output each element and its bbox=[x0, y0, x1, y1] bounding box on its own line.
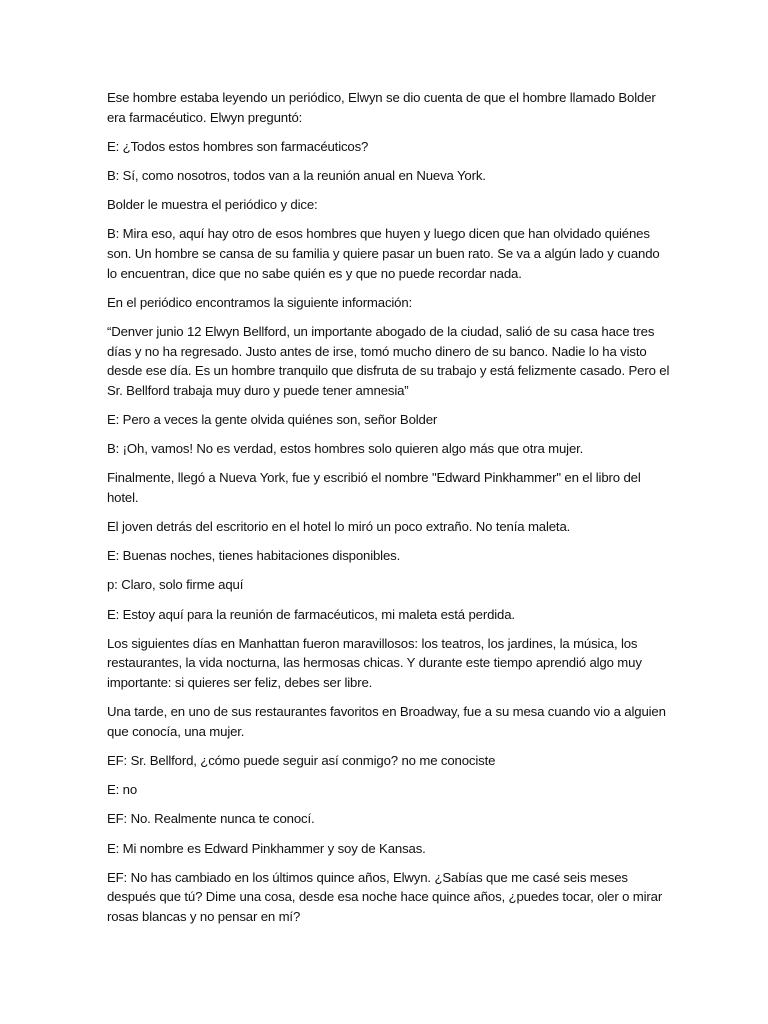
paragraph: B: Mira eso, aquí hay otro de esos hombres que huyen y luego dicen que han olvidado quiénes son. Un hombre se cansa de su familia y quiere pasar un buen rato. Se va a algún lado y cuando lo encuentran, dice que no sabe quién es y que no puede recordar nada. bbox=[107, 226, 660, 281]
paragraph: Ese hombre estaba leyendo un periódico, Elwyn se dio cuenta de que el hombre llamado Bolder era farmacéutico. Elwyn preguntó: bbox=[107, 90, 656, 125]
paragraph: p: Claro, solo firme aquí bbox=[107, 577, 244, 593]
paragraph: EF: Sr. Bellford, ¿cómo puede seguir así conmigo? no me conociste bbox=[107, 752, 496, 768]
paragraph: Bolder le muestra el periódico y dice: bbox=[107, 197, 318, 213]
paragraph: En el periódico encontramos la siguiente información: bbox=[107, 294, 413, 310]
paragraph: Finalmente, llegó a Nueva York, fue y escribió el nombre "Edward Pinkhammer" en el libro del hotel. bbox=[107, 470, 641, 505]
paragraph: El joven detrás del escritorio en el hotel lo miró un poco extraño. No tenía maleta. bbox=[107, 519, 571, 535]
paragraph: E: Pero a veces la gente olvida quiénes son, señor Bolder bbox=[107, 411, 438, 427]
paragraph: Una tarde, en uno de sus restaurantes favoritos en Broadway, fue a su mesa cuando vio a alguien que conocía, una mujer. bbox=[107, 704, 666, 739]
paragraph: B: ¡Oh, vamos! No es verdad, estos hombres solo quieren algo más que otra mujer. bbox=[107, 441, 584, 457]
paragraph: E: ¿Todos estos hombres son farmacéuticos? bbox=[107, 138, 369, 154]
paragraph: “Denver junio 12 Elwyn Bellford, un importante abogado de la ciudad, salió de su casa hace tres días y no ha regresado. Justo antes de irse, tomó mucho dinero de su banco. Nadie lo ha visto desde ese día. Es un hombre tranquilo que disfruta de su trabajo y está felizmente casado. Pero el Sr. Bellford trabaja muy duro y puede tener amnesia” bbox=[107, 323, 670, 398]
paragraph: E: Buenas noches, tienes habitaciones disponibles. bbox=[107, 548, 401, 564]
paragraph: EF: No has cambiado en los últimos quince años, Elwyn. ¿Sabías que me casé seis meses después que tú? Dime una cosa, desde esa noche hace quince años, ¿puedes tocar, oler o mirar rosas blancas y no pensar en mí? bbox=[107, 869, 663, 924]
paragraph: E: Estoy aquí para la reunión de farmacéuticos, mi maleta está perdida. bbox=[107, 606, 515, 622]
paragraph: E: Mi nombre es Edward Pinkhammer y soy de Kansas. bbox=[107, 840, 426, 856]
paragraph: B: Sí, como nosotros, todos van a la reunión anual en Nueva York. bbox=[107, 167, 486, 183]
paragraph: E: no bbox=[107, 782, 138, 798]
paragraph: Los siguientes días en Manhattan fueron maravillosos: los teatros, los jardines, la música, los restaurantes, la vida nocturna, las hermosas chicas. Y durante este tiempo aprendió algo muy importante: si quieres ser feliz, debes ser libre. bbox=[107, 635, 642, 690]
paragraph: EF: No. Realmente nunca te conocí. bbox=[107, 811, 315, 827]
